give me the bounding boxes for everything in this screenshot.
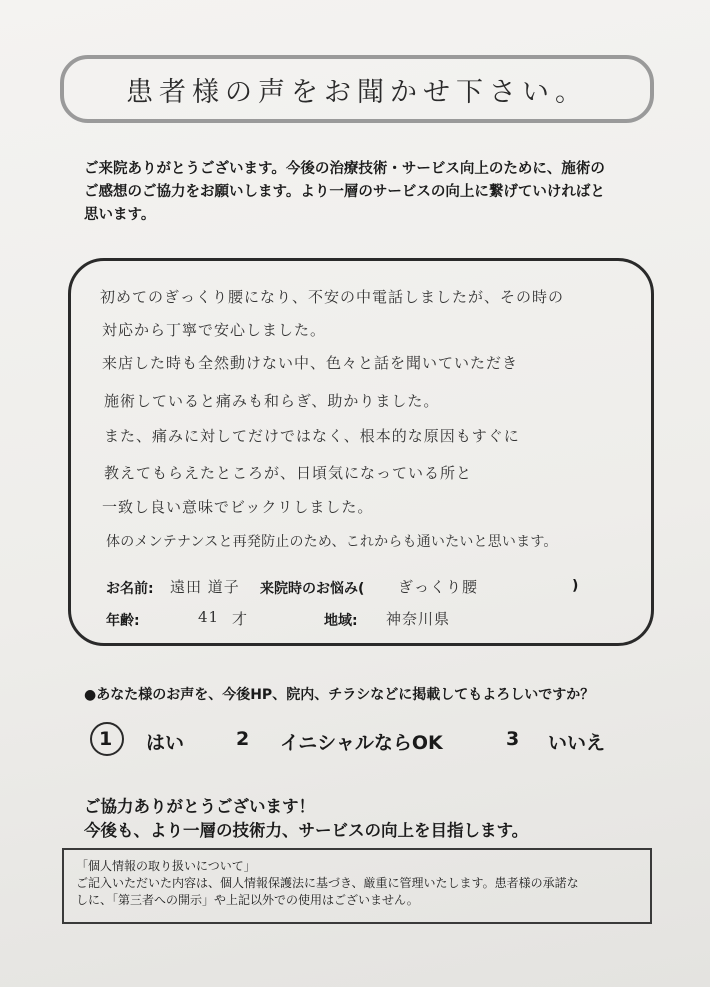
concern-label: 来院時のお悩み( bbox=[260, 581, 365, 597]
thanks-line: ご協力ありがとうございます！ bbox=[84, 797, 315, 816]
age-label: 年齢: bbox=[106, 613, 140, 629]
name-label: お名前: bbox=[106, 581, 154, 597]
comment-line: 来店した時も全然動けない中、色々と話を聞いていただき bbox=[102, 354, 519, 372]
option-3-number[interactable]: 3 bbox=[506, 728, 520, 750]
region-value: 神奈川県 bbox=[386, 610, 451, 628]
option-2-number[interactable]: 2 bbox=[236, 728, 250, 750]
comment-line: 体のメンテナンスと再発防止のため、これからも通いたいと思います。 bbox=[106, 534, 558, 550]
page-title: 患者様の声をお聞かせ下さい。 bbox=[60, 55, 654, 123]
region-label: 地域: bbox=[324, 613, 358, 629]
privacy-line: ご記入いただいた内容は、個人情報保護法に基づき、厳重に管理いたします。患者様の承諾な bbox=[76, 876, 579, 890]
concern-close: ) bbox=[572, 578, 579, 594]
option-2-label[interactable]: イニシャルならOK bbox=[280, 732, 443, 754]
comment-line: 教えてもらえたところが、日頃気になっている所と bbox=[104, 464, 473, 482]
comment-line: 初めてのぎっくり腰になり、不安の中電話しましたが、その時の bbox=[100, 288, 565, 306]
option-1-label[interactable]: はい bbox=[146, 732, 185, 754]
comment-line: 対応から丁寧で安心しました。 bbox=[102, 321, 327, 339]
intro-line: ご来院ありがとうございます。今後の治療技術・サービス向上のために、施術の bbox=[84, 161, 605, 177]
comment-line: また、痛みに対してだけではなく、根本的な原因もすぐに bbox=[104, 427, 520, 445]
age-value: 41 bbox=[198, 608, 220, 626]
comment-line: 一致し良い意味でビックリしました。 bbox=[102, 498, 374, 516]
intro-text bbox=[84, 158, 674, 227]
intro-line: 思います。 bbox=[84, 207, 156, 223]
option-3-label[interactable]: いいえ bbox=[548, 732, 606, 754]
intro-line: ご感想のご協力をお願いします。より一層のサービスの向上に繋げていければと bbox=[84, 184, 605, 200]
age-unit: 才 bbox=[232, 610, 249, 628]
option-1-number[interactable]: 1 bbox=[99, 728, 113, 750]
thanks-line: 今後も、より一層の技術力、サービスの向上を目指します。 bbox=[84, 821, 529, 840]
privacy-notice bbox=[62, 848, 652, 924]
comment-line: 施術していると痛みも和らぎ、助かりました。 bbox=[104, 392, 440, 410]
concern-value: ぎっくり腰 bbox=[398, 578, 479, 596]
privacy-heading: 「個人情報の取り扱いについて」 bbox=[76, 859, 256, 873]
privacy-line: しに、「第三者への開示」や上記以外での使用はございません。 bbox=[76, 893, 419, 907]
consent-question: ●あなた様のお声を、今後HP、院内、チラシなどに掲載してもよろしいですか？ bbox=[84, 687, 595, 703]
name-value: 遠田 道子 bbox=[170, 578, 240, 596]
